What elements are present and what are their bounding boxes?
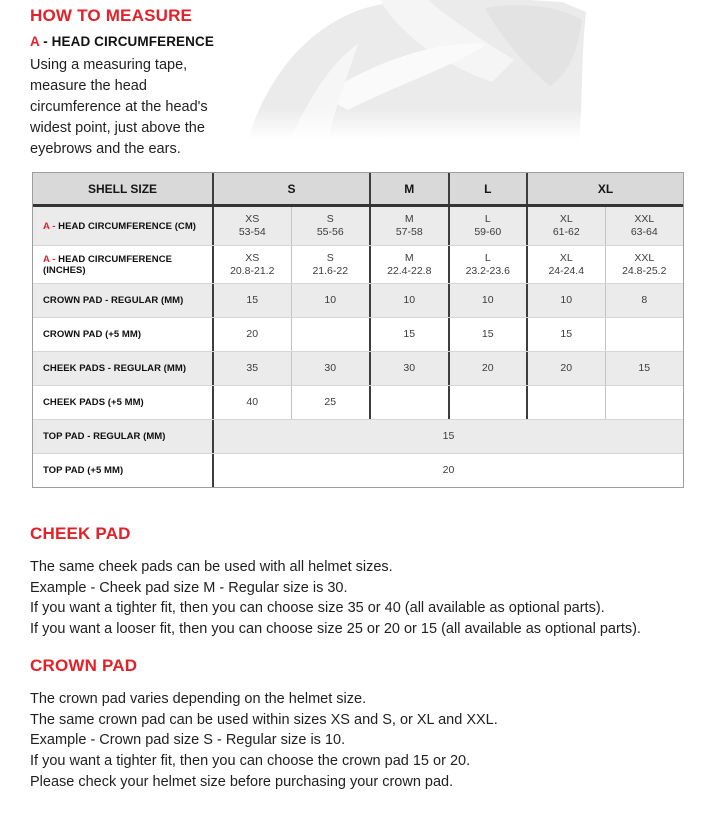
size-cell: 15 <box>526 318 605 351</box>
row-label-cell: A - HEAD CIRCUMFERENCE (INCHES) <box>43 253 173 276</box>
size-group-header-cell: S <box>212 173 369 204</box>
size-cell: 30 <box>291 352 370 385</box>
size-cell: S 21.6-22 <box>291 246 370 283</box>
size-cell: XXL 63-64 <box>605 207 684 245</box>
size-group-header-cell: XL <box>526 173 683 204</box>
size-cell: M 22.4-22.8 <box>369 246 448 283</box>
size-cell: L 59-60 <box>448 207 527 245</box>
head-circumference-subtitle <box>30 34 214 49</box>
size-cell: 15 <box>212 420 683 453</box>
measure-point-letter: A - <box>43 253 59 265</box>
text-line: The same crown pad can be used within sizes XS and S, or XL and XXL. <box>30 711 498 728</box>
size-cell: XL 61-62 <box>526 207 605 245</box>
row-label-cell: CROWN PAD (+5 MM) <box>43 329 142 340</box>
text-line: If you want a looser fit, then you can choose size 25 or 20 or 15 (all available as optional parts). <box>30 621 641 638</box>
row-label-cell: CROWN PAD - REGULAR (MM) <box>43 295 184 306</box>
row-label-cell: TOP PAD (+5 MM) <box>43 465 124 476</box>
size-cell <box>369 386 448 419</box>
cheek-pad-paragraph <box>30 557 641 640</box>
size-cell: 15 <box>448 318 527 351</box>
size-cell: 20 <box>448 352 527 385</box>
size-cell: 15 <box>605 352 684 385</box>
table-row <box>33 283 683 317</box>
size-cell <box>448 386 527 419</box>
size-cell: L 23.2-23.6 <box>448 246 527 283</box>
table-row <box>33 419 683 453</box>
size-cell <box>291 318 370 351</box>
size-cell: M 57-58 <box>369 207 448 245</box>
text-line: Example - Crown pad size S - Regular size is 10. <box>30 732 346 749</box>
size-cell: 10 <box>526 284 605 317</box>
table-row <box>33 351 683 385</box>
size-group-header-cell: M <box>369 173 448 204</box>
crown-pad-title: CROWN PAD <box>30 656 138 675</box>
measure-point-label: - HEAD CIRCUMFERENCE <box>39 34 214 49</box>
measure-point-letter: A - <box>43 220 59 232</box>
size-group-header-cell: L <box>448 173 527 204</box>
measure-description: Using a measuring tape, measure the head circumference at the head's widest point, just above the eyebrows and the ears. <box>30 57 208 157</box>
shell-size-header-cell: SHELL SIZE <box>87 181 158 196</box>
text-line: The same cheek pads can be used with all helmet sizes. <box>30 559 393 575</box>
table-row <box>33 385 683 419</box>
size-cell: 15 <box>369 318 448 351</box>
size-cell: 8 <box>605 284 684 317</box>
size-cell: 10 <box>369 284 448 317</box>
table-row <box>33 317 683 351</box>
size-cell: 20 <box>526 352 605 385</box>
size-cell <box>605 386 684 419</box>
size-cell: 25 <box>291 386 370 419</box>
text-line: The crown pad varies depending on the helmet size. <box>30 691 367 707</box>
table-row <box>33 207 683 245</box>
table-header-row <box>33 173 683 207</box>
row-label-cell: A - HEAD CIRCUMFERENCE (CM) <box>43 220 196 232</box>
size-cell: 20 <box>212 454 683 487</box>
table-row <box>33 245 683 283</box>
crown-pad-section <box>30 656 498 793</box>
text-line: If you want a tighter fit, then you can choose size 35 or 40 (all available as optional parts). <box>30 600 605 617</box>
size-table <box>32 172 684 488</box>
size-cell <box>605 318 684 351</box>
size-cell: XXL 24.8-25.2 <box>605 246 684 283</box>
row-label-cell: CHEEK PADS - REGULAR (MM) <box>43 363 187 374</box>
table-row <box>33 453 683 487</box>
cheek-pad-title: CHEEK PAD <box>30 524 131 543</box>
size-cell: 10 <box>448 284 527 317</box>
how-to-measure-title: HOW TO MEASURE <box>30 6 193 25</box>
text-line: If you want a tighter fit, then you can choose the crown pad 15 or 20. <box>30 753 471 770</box>
size-cell <box>526 386 605 419</box>
helmet-photo <box>230 0 595 140</box>
size-cell: 35 <box>212 352 291 385</box>
size-cell: 40 <box>212 386 291 419</box>
measure-point-letter: A <box>30 34 40 49</box>
row-label-cell: TOP PAD - REGULAR (MM) <box>43 431 166 442</box>
text-line: Please check your helmet size before purchasing your crown pad. <box>30 773 454 790</box>
text-line: Example - Cheek pad size M - Regular size is 30. <box>30 579 348 596</box>
size-cell: 30 <box>369 352 448 385</box>
size-cell: 20 <box>212 318 291 351</box>
size-cell: S 55-56 <box>291 207 370 245</box>
row-label-cell: CHEEK PADS (+5 MM) <box>43 397 144 408</box>
size-cell: 15 <box>212 284 291 317</box>
cheek-pad-section <box>30 524 641 640</box>
size-cell: XS 53-54 <box>212 207 291 245</box>
size-cell: 10 <box>291 284 370 317</box>
size-cell: XS 20.8-21.2 <box>212 246 291 283</box>
size-cell: XL 24-24.4 <box>526 246 605 283</box>
crown-pad-paragraph <box>30 689 498 793</box>
